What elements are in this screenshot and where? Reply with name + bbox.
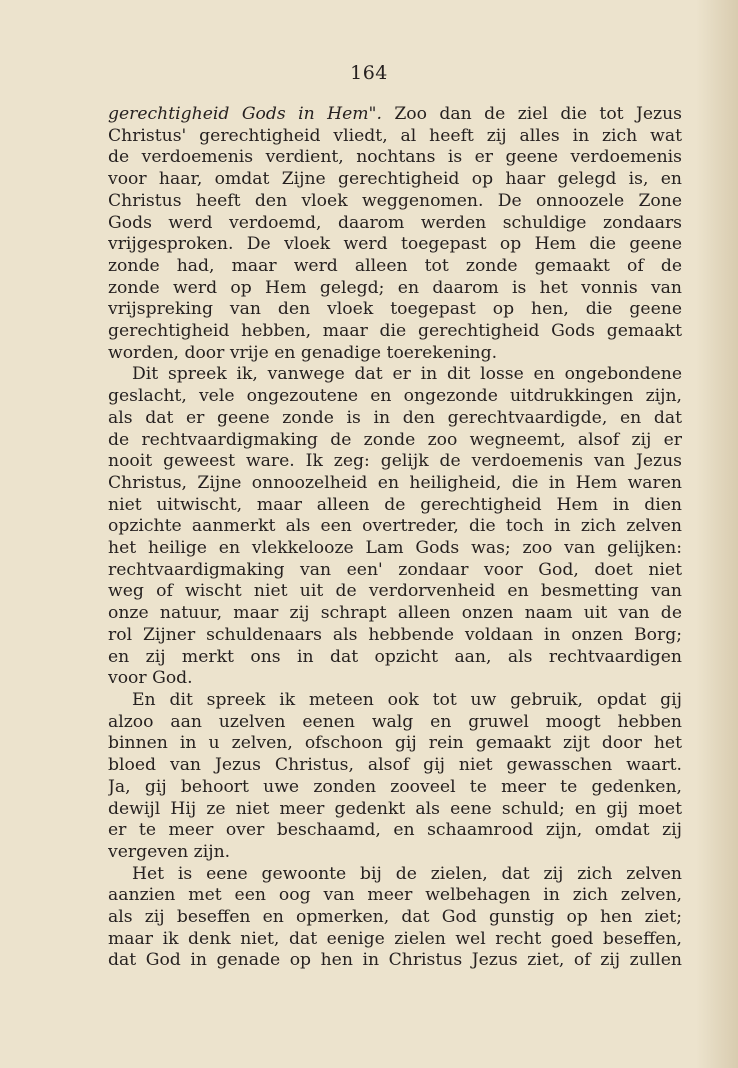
page-edge-shadow: [696, 0, 738, 1068]
text-line: als zij beseffen en opmerken, dat God gunstig op hen ziet;: [108, 907, 682, 928]
text-line: zonde had, maar werd alleen tot zonde gemaakt of de: [108, 255, 682, 276]
text-line: alzoo aan uzelven eenen walg en gruwel moogt hebben: [108, 711, 682, 732]
text-line: dewijl Hij ze niet meer gedenkt als eene schuld; en gij moet: [108, 798, 682, 819]
text-line: rechtvaardigmaking van een' zondaar voor God, doet niet: [108, 559, 682, 580]
text-line: maar ik denk niet, dat eenige zielen wel recht goed beseffen,: [108, 928, 682, 949]
text-line: vrijspreking van den vloek toegepast op hen, die geene: [108, 299, 682, 320]
text-line: Christus, Zijne onnoozelheid en heiligheid, die in Hem waren: [108, 472, 682, 493]
text-line: vrijgesproken. De vloek werd toegepast op Hem die geene: [108, 234, 682, 255]
text-line: onze natuur, maar zij schrapt alleen onzen naam uit van de: [108, 603, 682, 624]
text-line: en zij merkt ons in dat opzicht aan, als rechtvaardigen: [108, 646, 682, 667]
text-line: voor God.: [108, 668, 193, 689]
text-line: Christus heeft den vloek weggenomen. De onnoozele Zone: [108, 190, 682, 211]
text-line: worden, door vrije en genadige toerekening.: [108, 342, 498, 363]
body-text: [108, 104, 682, 972]
text-line: het heilige en vlekkelooze Lam Gods was; zoo van gelijken:: [108, 538, 682, 559]
text-line: En dit spreek ik meteen ook tot uw gebruik, opdat gij: [132, 689, 682, 710]
paragraph: [108, 690, 682, 864]
text-line: [108, 104, 682, 126]
text-line: Dit spreek ik, vanwege dat er in dit losse en ongebondene: [132, 364, 682, 385]
text-line: nooit geweest ware. Ik zeg: gelijk de verdoemenis van Jezus: [108, 451, 682, 472]
text-line: de verdoemenis verdient, nochtans is er geene verdoemenis: [108, 147, 682, 168]
text-italic: gerechtigheid Gods in Hem".: [108, 104, 382, 124]
text-line: weg of wischt niet uit de verdorvenheid en besmetting van: [108, 581, 682, 602]
text-line: aanzien met een oog van meer welbehagen in zich zelven,: [108, 885, 682, 906]
text-line: Gods werd verdoemd, daarom werden schuldige zondaars: [108, 212, 682, 233]
paragraph: [108, 364, 682, 690]
text-line: opzichte aanmerkt als een overtreder, die toch in zich zelven: [108, 516, 682, 537]
text-line: als dat er geene zonde is in den gerechtvaardigde, en dat: [108, 407, 682, 428]
text-line: voor haar, omdat Zijne gerechtigheid op haar gelegd is, en: [108, 169, 682, 190]
paragraph: [108, 104, 682, 364]
paragraph: [108, 864, 682, 973]
text-line: vergeven zijn.: [108, 841, 231, 862]
text-line: gerechtigheid hebben, maar die gerechtigheid Gods gemaakt: [108, 321, 682, 342]
text-line: er te meer over beschaamd, en schaamrood zijn, omdat zij: [108, 820, 682, 841]
text-line: Christus' gerechtigheid vliedt, al heeft zij alles in zich wat: [108, 125, 682, 146]
text-run: Zoo dan de ziel die tot Jezus: [381, 104, 682, 124]
text-line: Ja, gij behoort uwe zonden zooveel te meer te gedenken,: [108, 776, 682, 797]
text-line: rol Zijner schuldenaars als hebbende voldaan in onzen Borg;: [108, 624, 682, 645]
text-line: bloed van Jezus Christus, alsof gij niet gewasschen waart.: [108, 755, 682, 776]
text-line: zonde werd op Hem gelegd; en daarom is het vonnis van: [108, 277, 682, 298]
page-number: 164: [350, 62, 388, 84]
text-line: dat God in genade op hen in Christus Jezus ziet, of zij zullen: [108, 950, 682, 971]
text-line: binnen in u zelven, ofschoon gij rein gemaakt zijt door het: [108, 733, 682, 754]
text-line: de rechtvaardigmaking de zonde zoo wegneemt, alsof zij er: [108, 429, 682, 450]
text-line: Het is eene gewoonte bij de zielen, dat zij zich zelven: [132, 863, 682, 884]
text-line: geslacht, vele ongezoutene en ongezonde uitdrukkingen zijn,: [108, 386, 682, 407]
text-line: niet uitwischt, maar alleen de gerechtigheid Hem in dien: [108, 494, 682, 515]
